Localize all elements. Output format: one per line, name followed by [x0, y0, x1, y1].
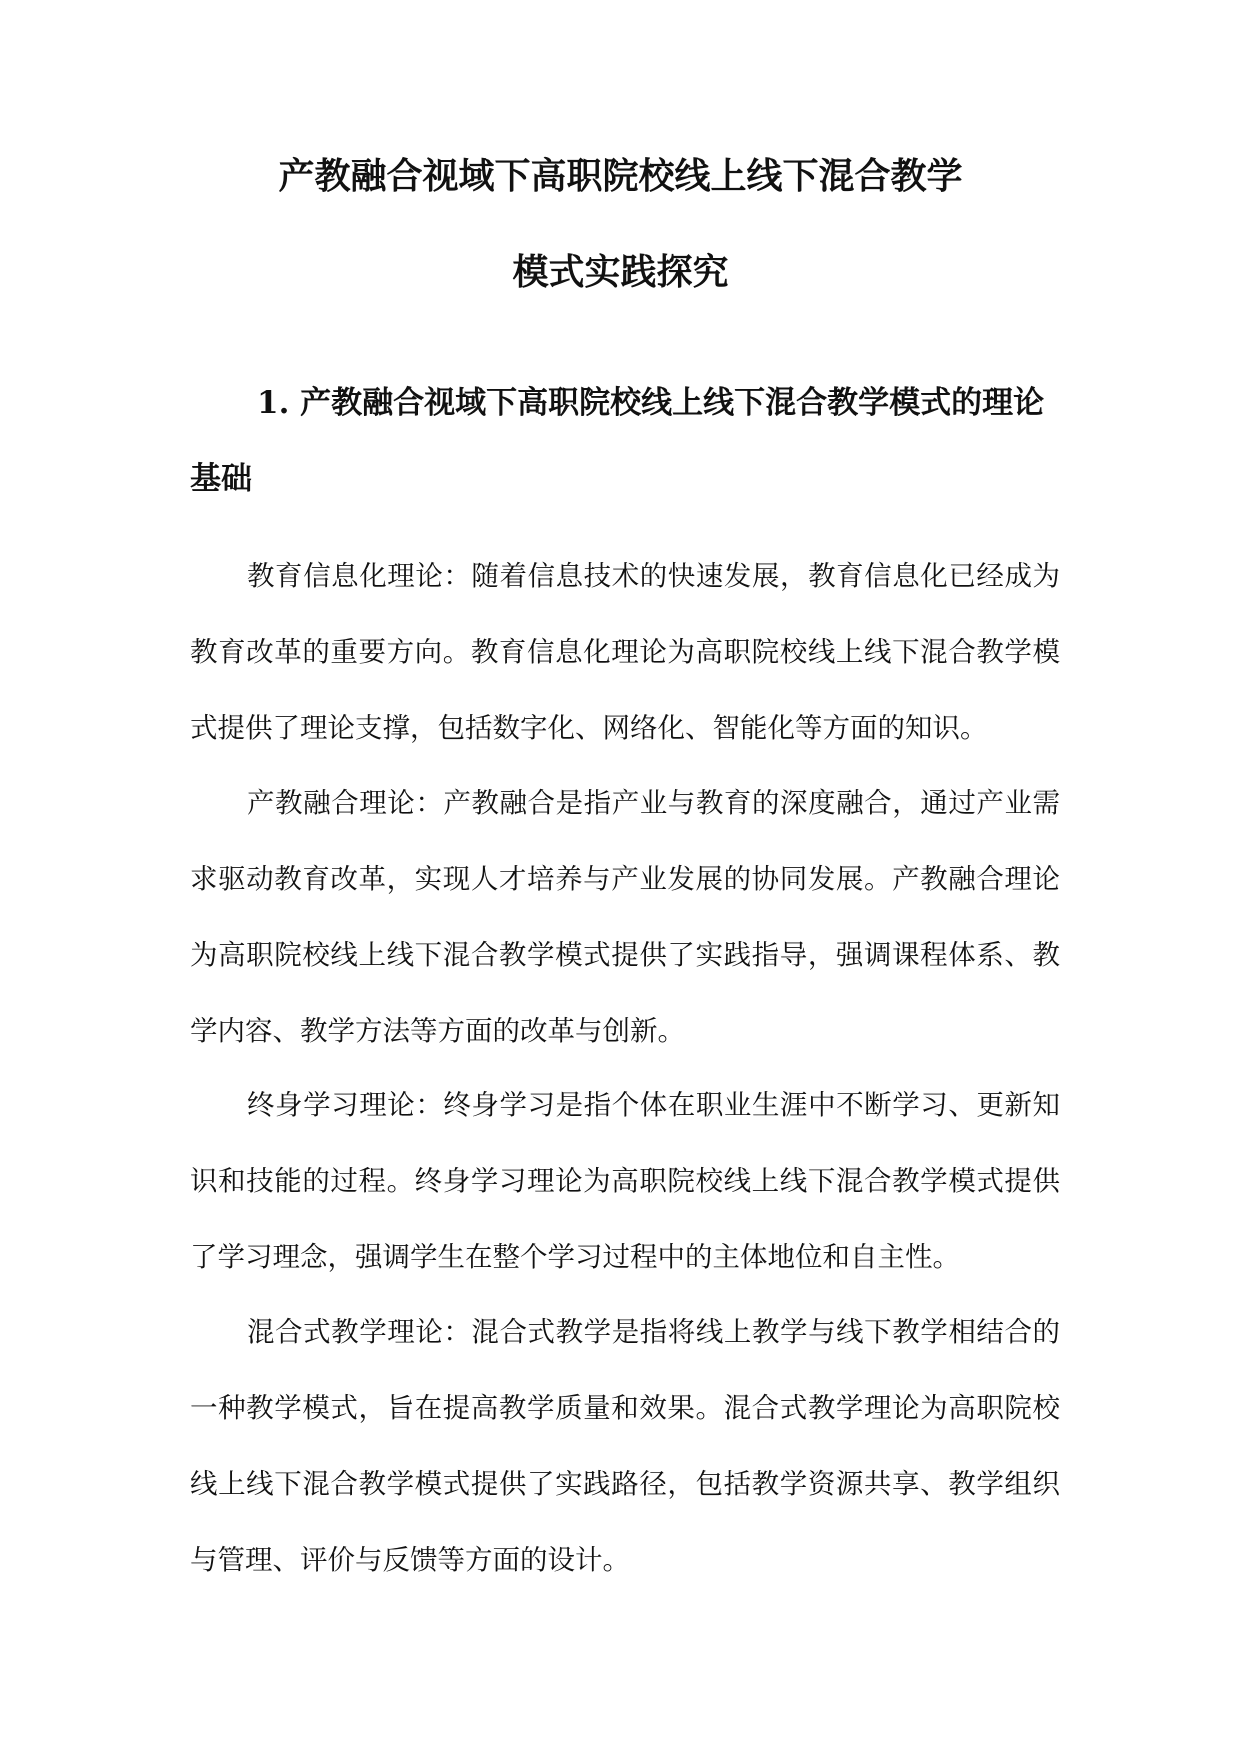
document-title-line-2: 模式实践探究	[512, 251, 729, 293]
document-title-line-1: 产教融合视域下高职院校线上线下混合教学	[278, 155, 963, 197]
paragraph-lifelong-learning: 终身学习理论：终身学习是指个体在职业生涯中不断学习、更新知识和技能的过程。终身学习理论为高职院校线上线下混合教学模式提供了学习理念，强调学生在整个学习过程中的主体地位和自主性。	[190, 1089, 1060, 1273]
paragraph-education-informatization: 教育信息化理论：随着信息技术的快速发展，教育信息化已经成为教育改革的重要方向。教育信息化理论为高职院校线上线下混合教学模式提供了理论支撑，包括数字化、网络化、智能化等方面的知识。	[190, 560, 1060, 744]
paragraph-blended-teaching: 混合式教学理论：混合式教学是指将线上教学与线下教学相结合的一种教学模式，旨在提高教学质量和效果。混合式教学理论为高职院校线上线下混合教学模式提供了实践路径，包括教学资源共享、教学组织与管理、评价与反馈等方面的设计。	[190, 1316, 1060, 1576]
paragraph-industry-education-integration: 产教融合理论：产教融合是指产业与教育的深度融合，通过产业需求驱动教育改革，实现人才培养与产业发展的协同发展。产教融合理论为高职院校线上线下混合教学模式提供了实践指导，强调课程体系、教学内容、教学方法等方面的改革与创新。	[190, 787, 1060, 1047]
section-heading: 1. 产教融合视域下高职院校线上线下混合教学模式的理论基础	[190, 385, 1045, 497]
